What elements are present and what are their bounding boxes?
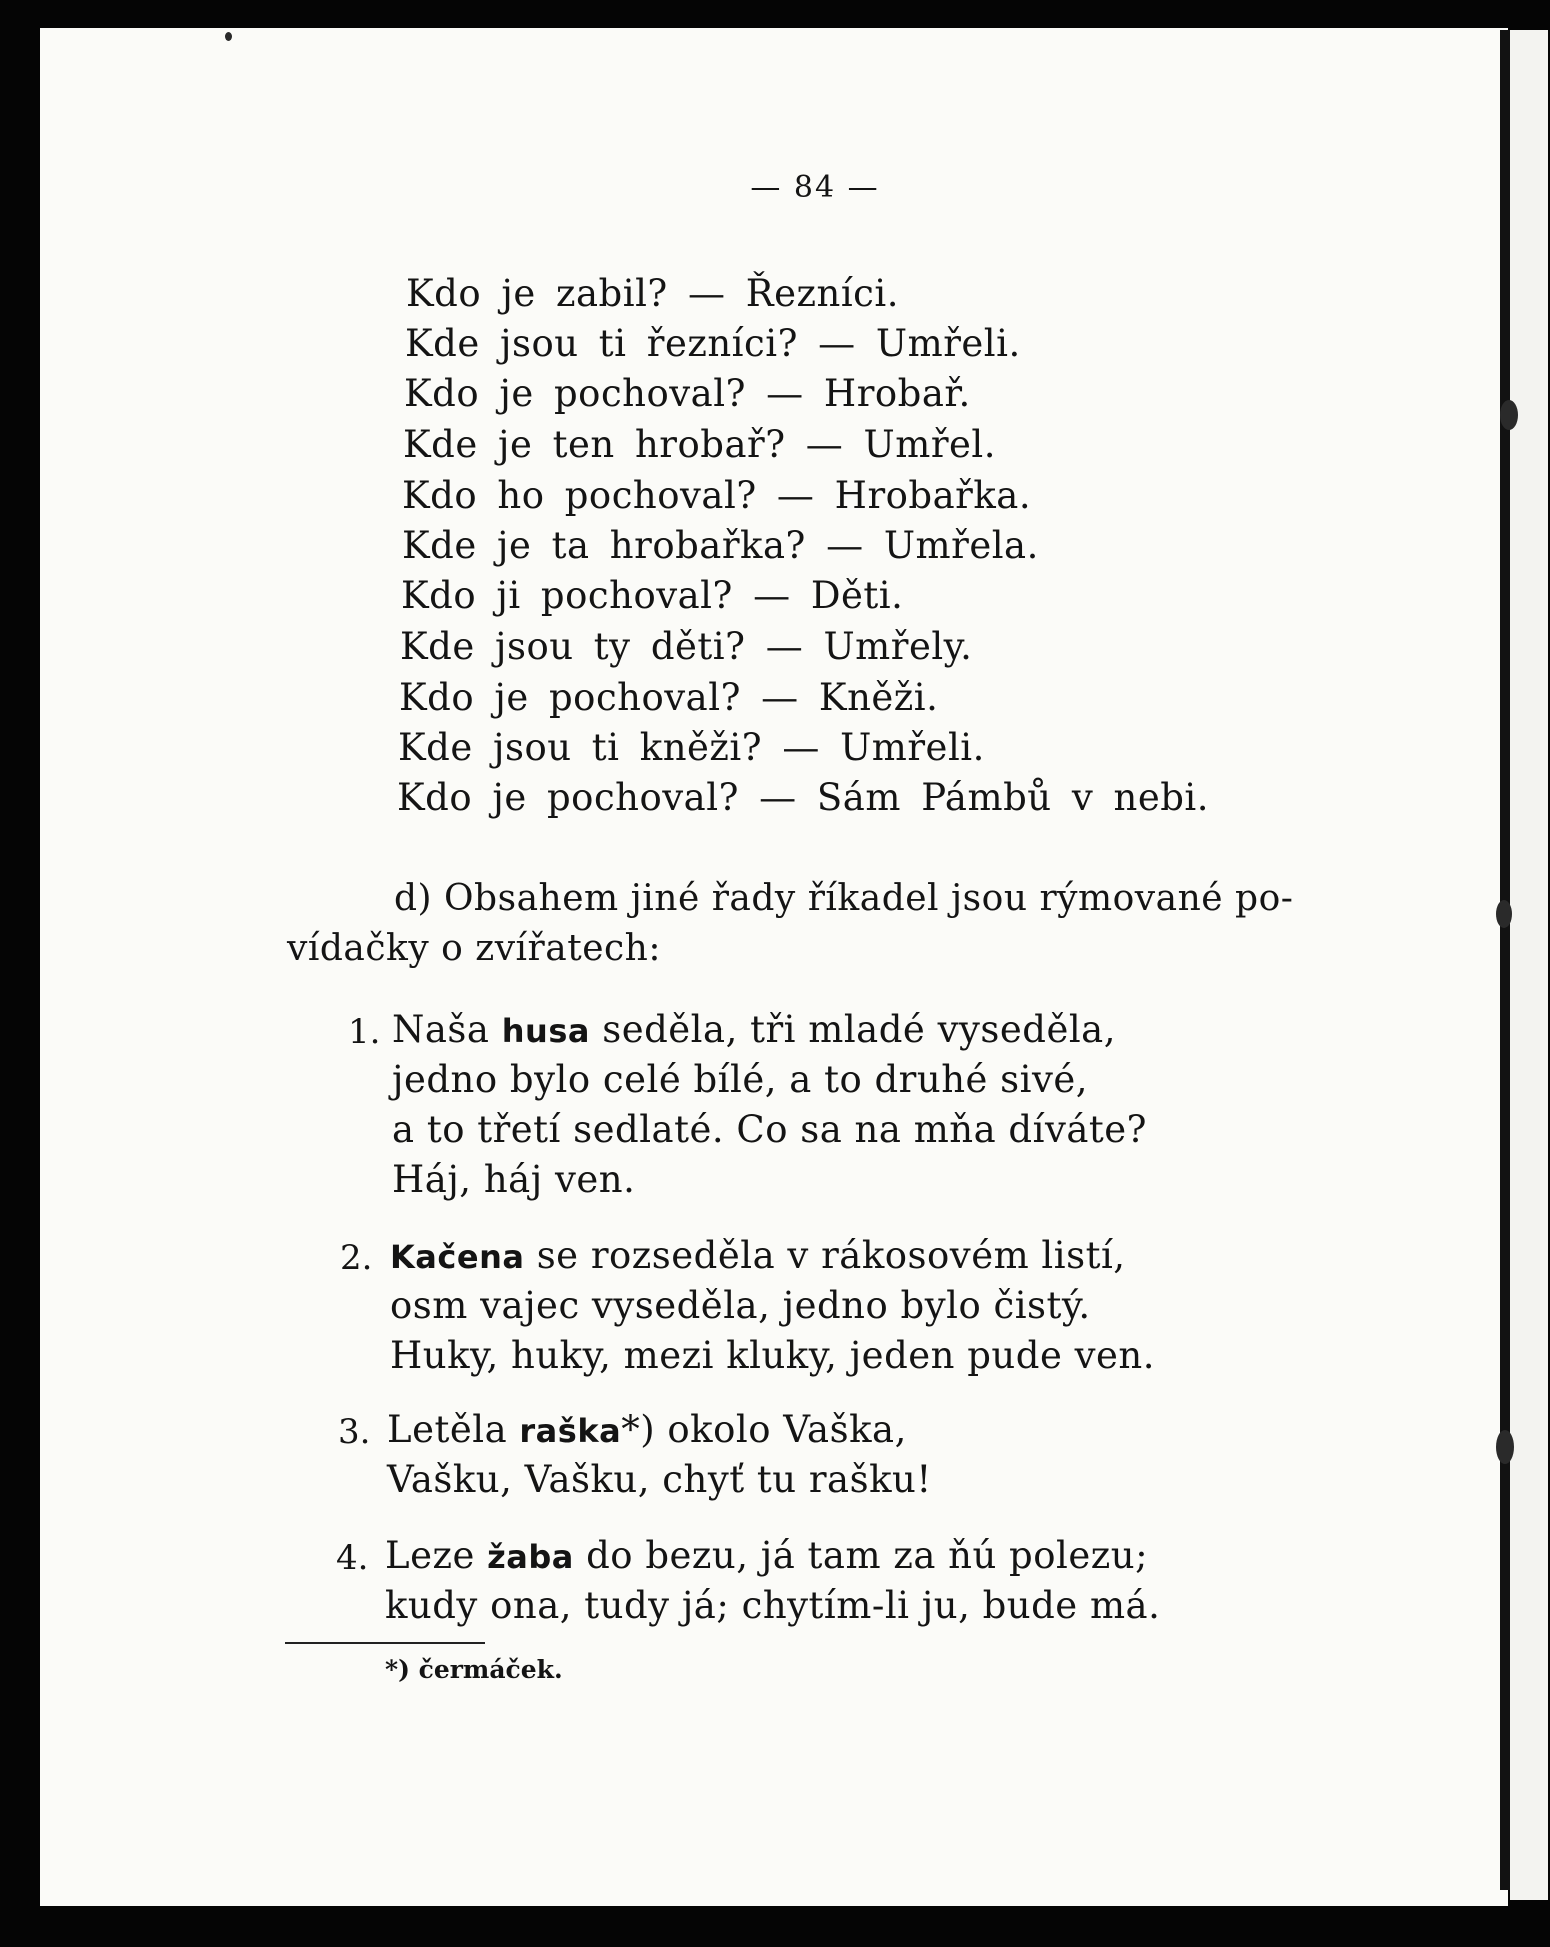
adjacent-page-strip	[1510, 30, 1548, 1900]
dialogue-line: Kdo je pochoval? — Sám Pámbů v nebi.	[397, 776, 1210, 819]
item-line: Kačena se rozseděla v rákosovém listí,	[390, 1234, 1126, 1277]
dialogue-line: Kde jsou ti řezníci? — Umřeli.	[405, 322, 1021, 365]
item-number: 3.	[338, 1412, 371, 1452]
item-keyword: žaba	[487, 1538, 574, 1576]
dialogue-line: Kde je ten hrobař? — Umřel.	[403, 423, 996, 466]
item-line: Huky, huky, mezi kluky, jeden pude ven.	[390, 1334, 1155, 1377]
dialogue-line: Kdo ho pochoval? — Hrobařka.	[402, 474, 1032, 517]
item-number: 1.	[348, 1012, 381, 1052]
item-line: Leze žaba do bezu, já tam za ňú polezu;	[385, 1534, 1149, 1577]
item-line: Letěla raška*) okolo Vaška,	[387, 1408, 907, 1451]
footnote-divider	[285, 1642, 485, 1644]
page-number: — 84 —	[750, 170, 880, 205]
binding-mark	[1496, 1430, 1514, 1464]
item-line: jedno bylo celé bílé, a to druhé sivé,	[392, 1058, 1089, 1101]
page-binding-edge	[1500, 30, 1510, 1890]
paragraph-line: d) Obsahem jiné řady říkadel jsou rýmované po-	[394, 878, 1294, 919]
binding-mark	[1500, 400, 1518, 430]
paragraph-line: vídačky o zvířatech:	[287, 928, 661, 969]
dialogue-line: Kde je ta hrobařka? — Umřela.	[402, 524, 1039, 567]
dialogue-line: Kde jsou ti kněži? — Umřeli.	[398, 726, 985, 769]
scan-bottom-border	[0, 1906, 1550, 1947]
binding-mark	[1496, 900, 1512, 928]
item-keyword: raška	[519, 1412, 622, 1450]
dialogue-line: Kdo je pochoval? — Hrobař.	[404, 372, 971, 415]
item-number: 2.	[340, 1238, 373, 1278]
dialogue-line: Kdo ji pochoval? — Děti.	[401, 574, 904, 617]
item-line: Naša husa seděla, tři mladé vyseděla,	[392, 1008, 1116, 1051]
scan-speck	[225, 32, 232, 41]
dialogue-line: Kde jsou ty děti? — Umřely.	[400, 625, 973, 668]
item-line: Vašku, Vašku, chyť tu rašku!	[387, 1458, 932, 1501]
dialogue-line: Kdo je zabil? — Řezníci.	[406, 272, 899, 315]
item-line: a to třetí sedlaté. Co sa na mňa díváte?	[392, 1108, 1148, 1151]
item-line: osm vajec vyseděla, jedno bylo čistý.	[390, 1284, 1091, 1327]
item-keyword: Kačena	[390, 1238, 525, 1276]
dialogue-line: Kdo je pochoval? — Kněži.	[399, 676, 939, 719]
item-line: kudy ona, tudy já; chytím-li ju, bude má.	[385, 1584, 1161, 1627]
item-number: 4.	[336, 1538, 369, 1578]
footnote: *) čermáček.	[385, 1655, 563, 1684]
item-line: Háj, háj ven.	[392, 1158, 636, 1201]
item-keyword: husa	[501, 1012, 590, 1050]
